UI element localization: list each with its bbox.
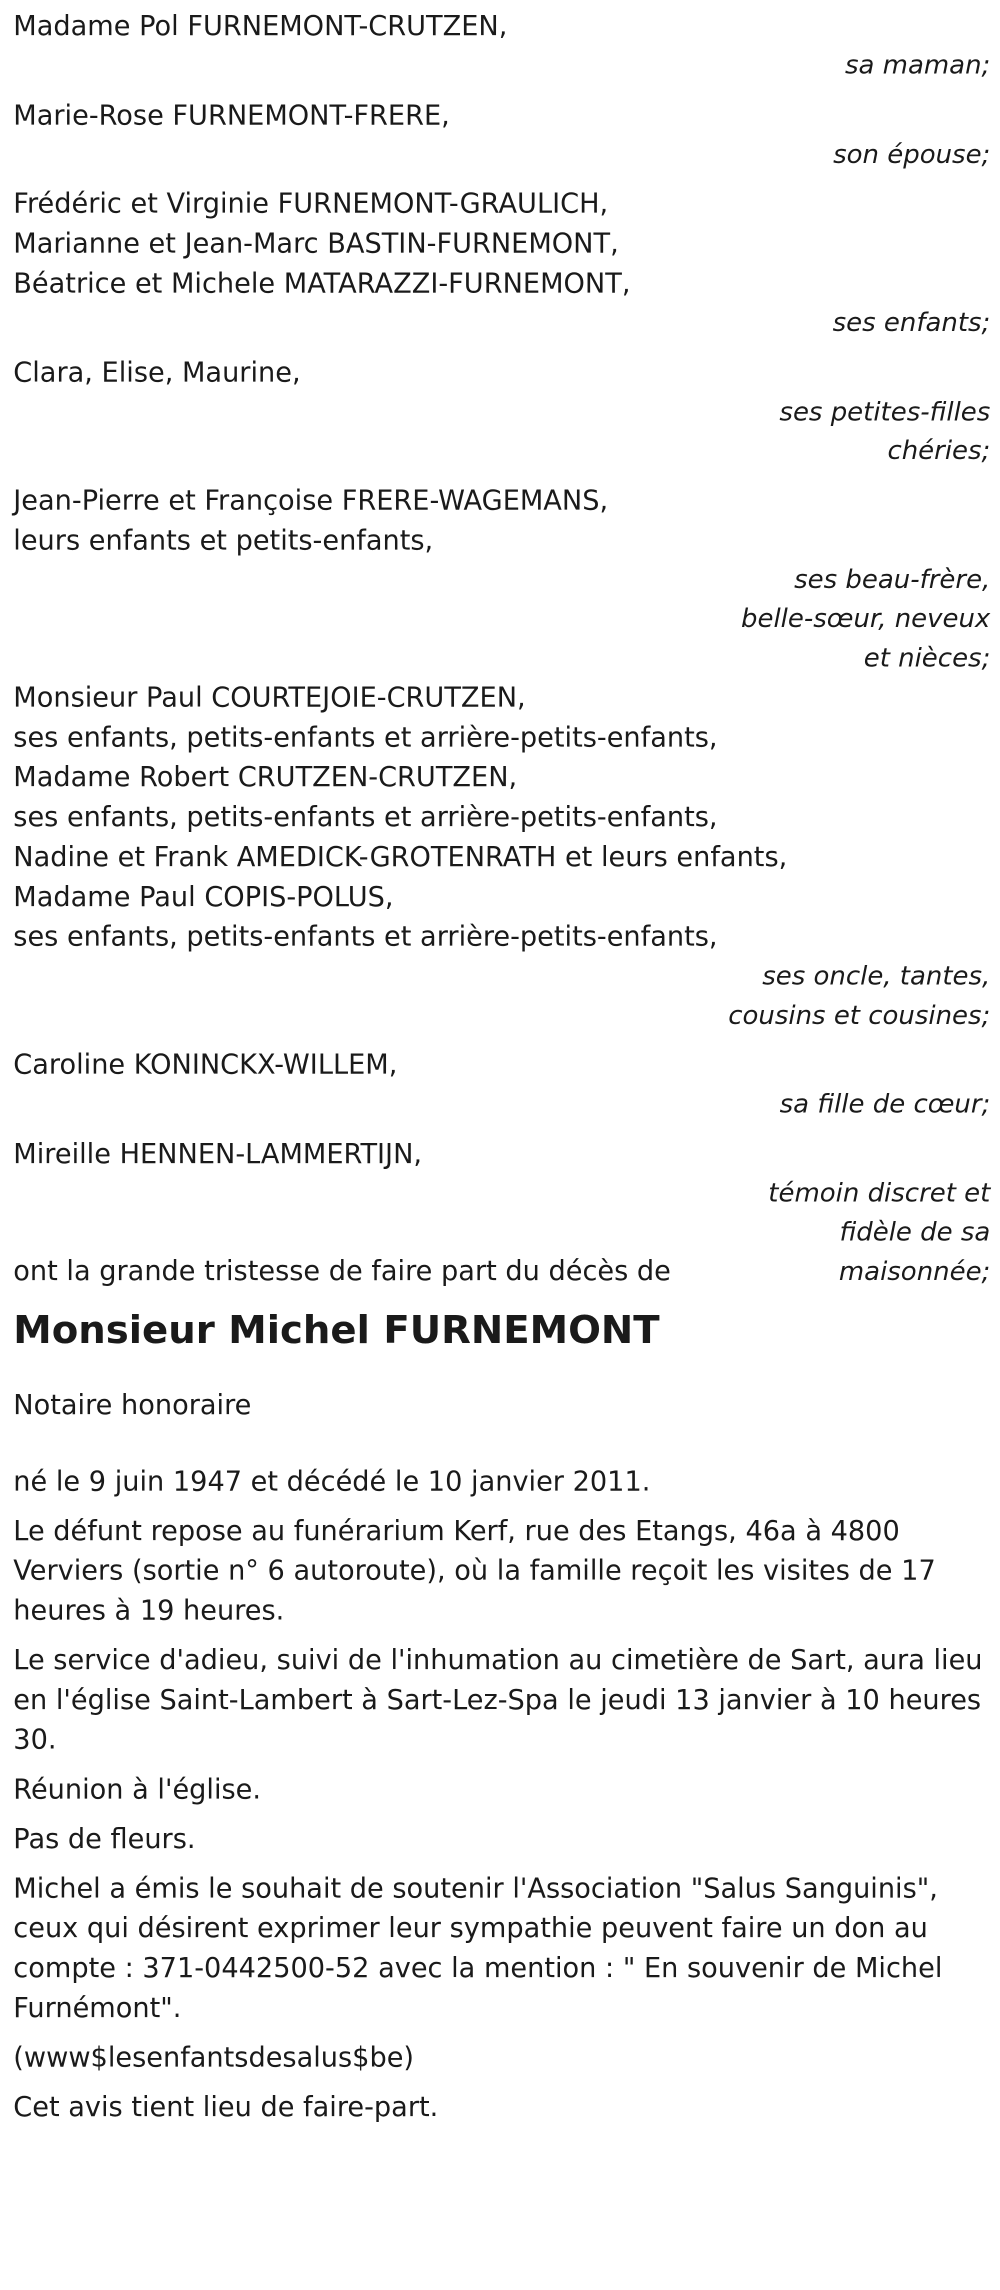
relation-label: témoin discret et fidèle de sa maisonnée; <box>768 1178 991 1287</box>
family-line: Jean-Pierre et Françoise FRERE-WAGEMANS, <box>13 484 609 517</box>
deceased-name: Monsieur Michel FURNEMONT <box>13 1306 660 1353</box>
service-paragraph: Le service d'adieu, suivi de l'inhumation au cimetière de Sart, aura lieu en l'église Saint-Lambert à Sart-Lez-Spa le jeudi 13 janvier à 10 heures 30. <box>13 1644 983 1756</box>
family-line: Mireille HENNEN-LAMMERTIJN, <box>13 1138 423 1170</box>
birth-death-dates: né le 9 juin 1947 et décédé le 10 janvier 2011. <box>13 1466 651 1498</box>
family-line: ses enfants, petits-enfants et arrière-petits-enfants, <box>13 722 718 754</box>
family-group <box>13 353 1000 471</box>
relation-label: son épouse; <box>833 139 991 170</box>
family-line: ses enfants, petits-enfants et arrière-petits-enfants, <box>13 801 718 834</box>
family-line: Nadine et Frank AMEDICK-GROTENRATH et leurs enfants, <box>13 841 788 874</box>
meeting-paragraph: Réunion à l'église. <box>13 1774 262 1806</box>
website-paragraph: (www$lesenfantsdesalus$be) <box>13 2042 415 2074</box>
funeral-home-paragraph: Le défunt repose au funérarium Kerf, rue des Etangs, 46a à 4800 Verviers (sortie n° 6 autoroute), où la famille reçoit les visites de 17 heures à 19 heures. <box>13 1515 936 1627</box>
family-line: Clara, Elise, Maurine, <box>13 356 301 389</box>
relation-label: sa maman; <box>844 50 991 81</box>
relation-label: ses petites-filles chéries; <box>779 396 991 467</box>
family-group <box>13 7 1000 86</box>
relation-label: ses enfants; <box>832 307 991 339</box>
family-group <box>13 1135 1000 1293</box>
intro-line: ont la grande tristesse de faire part du décès de <box>13 1256 671 1288</box>
relation-label: sa fille de cœur; <box>779 1089 991 1120</box>
relation-label: ses oncle, tantes, cousins et cousines; <box>728 961 991 1031</box>
family-group <box>13 185 1000 344</box>
closing-paragraph: Cet avis tient lieu de faire-part. <box>13 2091 439 2124</box>
family-group <box>13 96 1000 175</box>
family-line: Madame Robert CRUTZEN-CRUTZEN, <box>13 762 518 794</box>
family-line: Béatrice et Michele MATARAZZI-FURNEMONT, <box>13 268 631 300</box>
family-line: ses enfants, petits-enfants et arrière-petits-enfants, <box>13 921 718 953</box>
relation-label: ses beau-frère, belle-sœur, neveux et nièces; <box>740 564 991 674</box>
family-line: Marianne et Jean-Marc BASTIN-FURNEMONT, <box>13 228 619 260</box>
family-line: Marie-Rose FURNEMONT-FRERE, <box>13 99 450 132</box>
deceased-title: Notaire honoraire <box>13 1390 252 1422</box>
family-group <box>13 1046 1000 1125</box>
family-line: Madame Paul COPIS-POLUS, <box>13 881 394 914</box>
family-line: Frédéric et Virginie FURNEMONT-GRAULICH, <box>13 188 609 220</box>
family-group <box>13 679 1000 1036</box>
flowers-paragraph: Pas de fleurs. <box>13 1823 196 1856</box>
family-line: leurs enfants et petits-enfants, <box>13 524 434 557</box>
family-group <box>13 481 1000 678</box>
family-line: Caroline KONINCKX-WILLEM, <box>13 1049 398 1081</box>
family-line: Madame Pol FURNEMONT-CRUTZEN, <box>13 10 508 43</box>
family-line: Monsieur Paul COURTEJOIE-CRUTZEN, <box>13 682 526 714</box>
donation-paragraph: Michel a émis le souhait de soutenir l'Association "Salus Sanguinis", ceux qui désirent exprimer leur sympathie peuvent faire un don au compte : 371-0442500-52 avec la mention : " En souvenir de Michel Furnémont". <box>13 1873 943 2025</box>
